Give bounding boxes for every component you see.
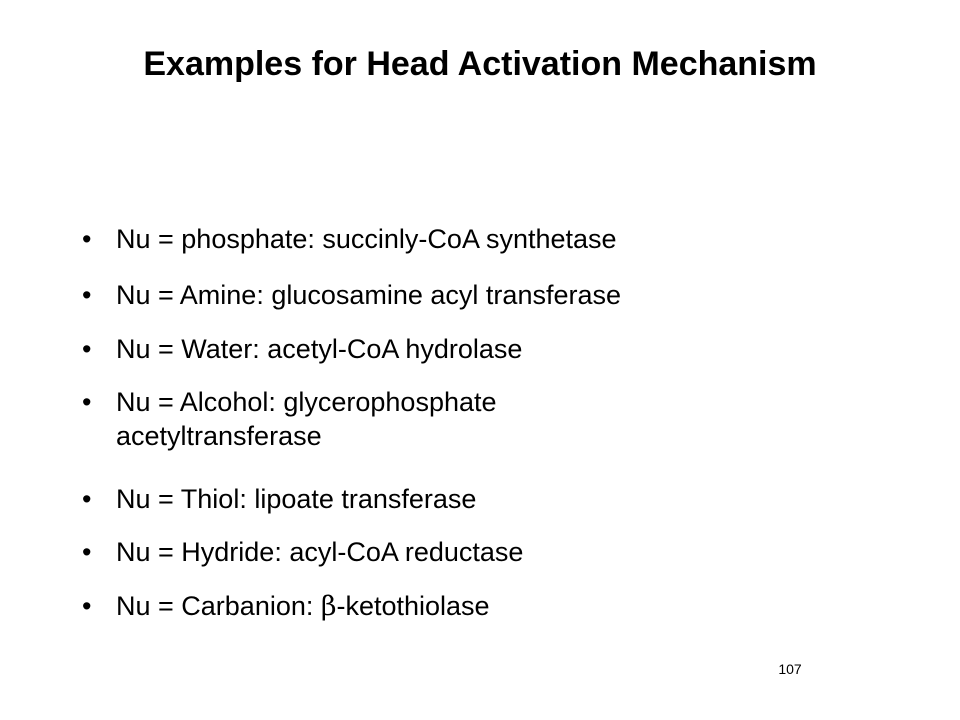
bullet-marker: •: [82, 334, 92, 364]
bullet-text: Nu = Hydride: acyl-CoA reductase: [116, 537, 524, 567]
bullet-text: Nu = Alcohol: glycerophosphate acetyltransferase: [116, 387, 497, 451]
page-number: 107: [778, 661, 802, 677]
beta-symbol: β: [320, 591, 337, 622]
bullet-marker: •: [82, 484, 92, 514]
bullet-item: [82, 589, 862, 624]
bullet-item: [82, 278, 862, 312]
bullet-marker: •: [82, 387, 92, 417]
bullet-marker: •: [82, 537, 92, 567]
bullet-marker: •: [82, 280, 92, 310]
bullet-item: [82, 385, 862, 453]
bullet-text-prefix: Nu = Carbanion:: [116, 591, 321, 621]
bullet-item: [82, 332, 862, 366]
bullet-marker: •: [82, 224, 92, 254]
bullet-text-suffix: -ketothiolase: [336, 591, 490, 621]
bullet-text: Nu = Thiol: lipoate transferase: [116, 484, 477, 514]
bullet-text: [116, 591, 490, 621]
bullet-text: Nu = Water: acetyl-CoA hydrolase: [116, 334, 523, 364]
bullet-text: Nu = phosphate: succinly-CoA synthetase: [116, 224, 617, 254]
bullet-marker: •: [82, 591, 92, 621]
slide-title: Examples for Head Activation Mechanism: [143, 45, 817, 83]
bullet-item: [82, 222, 862, 256]
bullet-item: [82, 482, 862, 516]
bullet-item: [82, 535, 862, 569]
bullet-text: Nu = Amine: glucosamine acyl transferase: [116, 280, 621, 310]
